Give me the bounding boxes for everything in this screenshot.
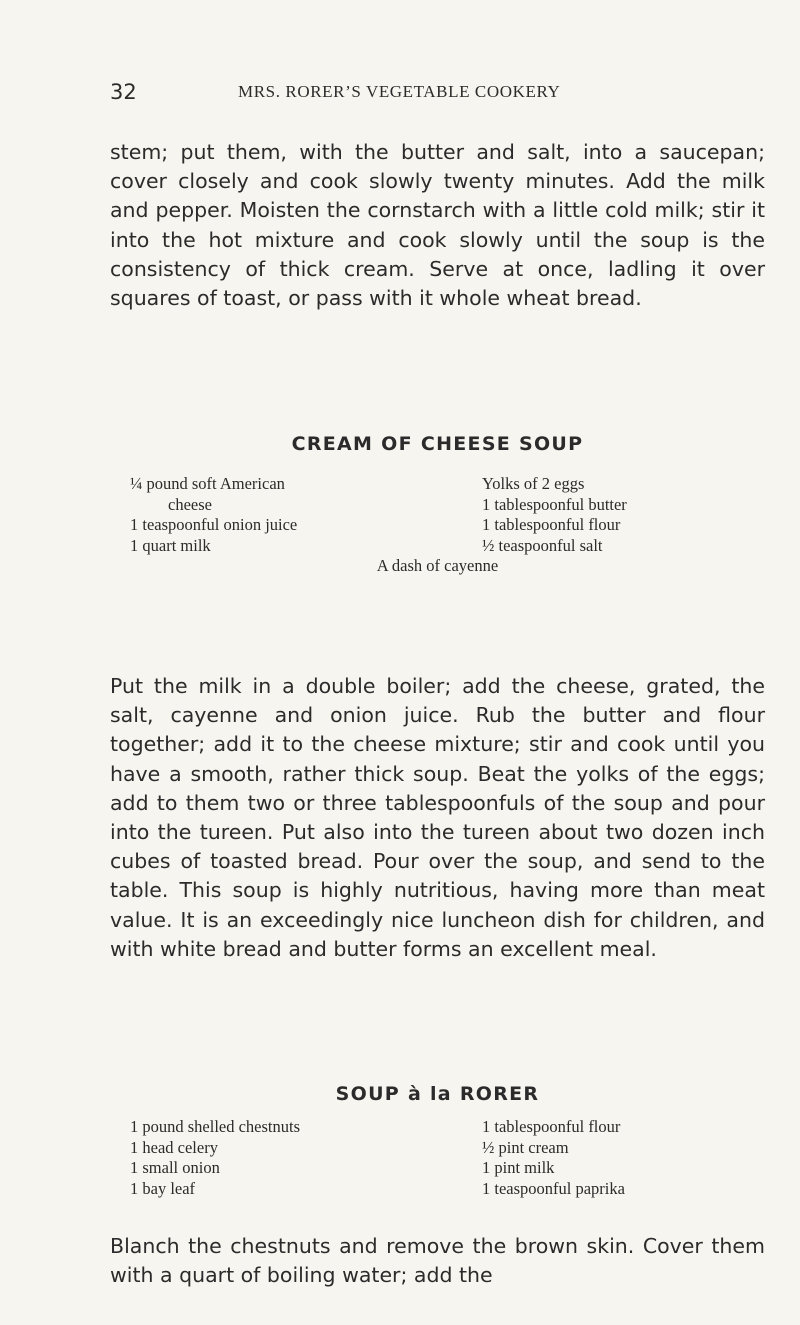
ingredient-item: 1 tablespoonful butter (482, 494, 627, 514)
intro-paragraph: stem; put them, with the butter and salt, into a saucepan; cover closely and cook slowly twenty minutes. Add the milk and pepper. Moisten the cornstarch with a little cold milk; stir it into the hot mixture and cook slowly until the soup is the consistency of thick cream. Serve at once, ladling it over squares of toast, or pass with it whole wheat bread. (110, 140, 765, 311)
ingredient-item-centered: A dash of cayenne (376, 556, 499, 575)
ingredient-item: 1 tablespoonful flour (482, 515, 621, 534)
method-paragraph-soup-a-la-rorer: Blanch the chestnuts and remove the brown skin. Cover them with a quart of boiling water; add the (110, 1234, 765, 1288)
ingredient-item: 1 head celery (130, 1137, 218, 1157)
ingredient-item: ½ teaspoonful salt (482, 535, 603, 555)
ingredient-item: 1 teaspoonful paprika (482, 1178, 625, 1198)
page-header (110, 80, 760, 110)
ingredient-item: ¼ pound soft American (130, 474, 285, 493)
page-number: 32 (110, 80, 137, 104)
recipe-title-soup-a-la-rorer: SOUP à la RORER (335, 1083, 540, 1105)
ingredient-item: 1 bay leaf (130, 1178, 196, 1198)
ingredient-item: Yolks of 2 eggs (482, 474, 585, 493)
ingredient-item: cheese (168, 494, 212, 514)
ingredient-item: 1 pint milk (482, 1158, 555, 1177)
ingredient-column-left (130, 1117, 430, 1199)
ingredient-item: 1 small onion (130, 1158, 220, 1177)
running-head: MRS. RORER’S VEGETABLE COOKERY (238, 82, 561, 101)
ingredient-column-right (482, 474, 772, 556)
ingredient-column-left (130, 474, 430, 556)
ingredient-item: 1 tablespoonful flour (482, 1117, 621, 1136)
recipe-title-cream-of-cheese-soup: CREAM OF CHEESE SOUP (291, 433, 584, 455)
ingredient-item: ½ pint cream (482, 1137, 569, 1157)
ingredient-item: 1 teaspoonful onion juice (130, 515, 298, 534)
ingredient-item: 1 pound shelled chestnuts (130, 1117, 301, 1136)
ingredient-item: 1 quart milk (130, 535, 211, 555)
ingredient-column-right (482, 1117, 772, 1199)
method-paragraph-cheese-soup: Put the milk in a double boiler; add the cheese, grated, the salt, cayenne and onion juice. Rub the butter and flour together; add it to the cheese mixture; stir and cook until you have a smooth, rather thick soup. Beat the yolks of the eggs; add to them two or three tablespoonfuls of the soup and pour into the tureen. Put also into the tureen about two dozen inch cubes of toasted bread. Pour over the soup, and send to the table. This soup is highly nutritious, having more than meat value. It is an exceedingly nice luncheon dish for children, and with white bread and butter forms an excellent meal. (110, 674, 765, 961)
